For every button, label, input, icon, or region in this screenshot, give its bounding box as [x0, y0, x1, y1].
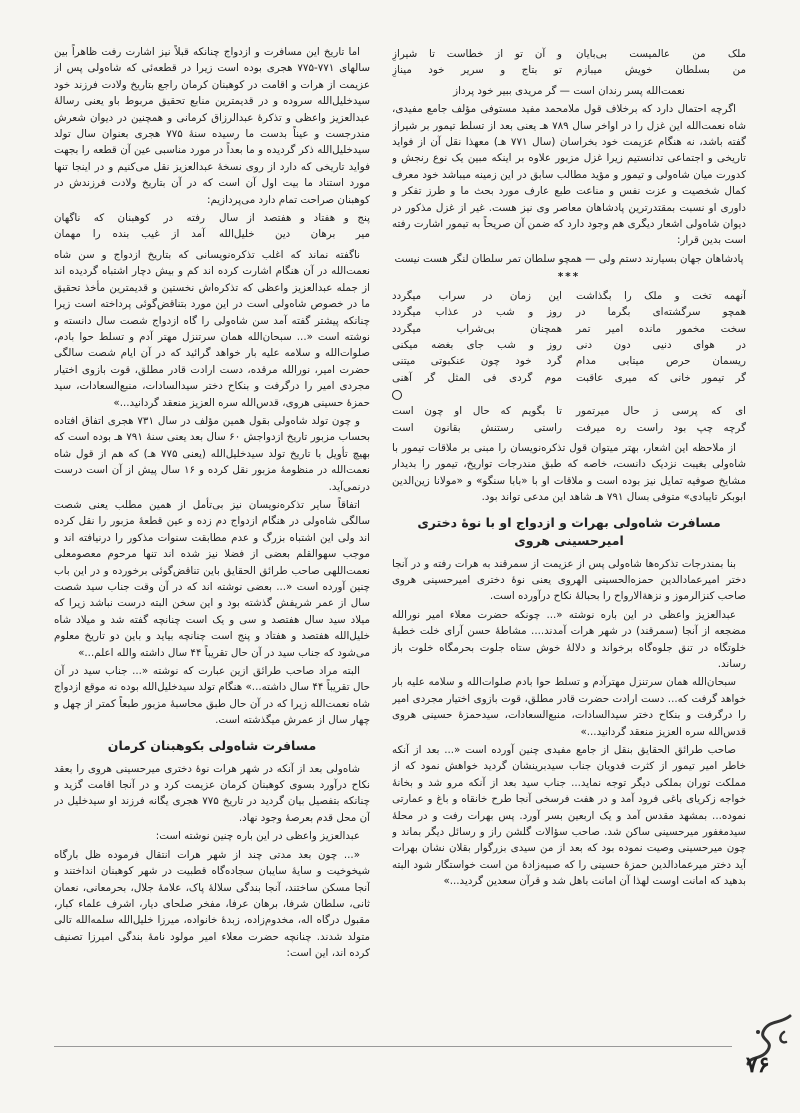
verse-line: رفته در کوهبنان که ناگهان [54, 212, 205, 225]
verse-line: تا بگویم که حال او چون است [392, 405, 562, 418]
verse-block-3 [392, 403, 746, 436]
verse-line: گرد خود چون عنکبوتی میتنی [392, 355, 562, 368]
circle-ornament-icon [392, 390, 402, 400]
verse-block-4 [54, 210, 370, 243]
verse-line: سخت مخمور مانده امیر تمر [576, 322, 746, 335]
verse-line: آمد از غیب بنده را مهمان [54, 228, 205, 241]
paragraph: عبدالعزیز واعظی در این باره نوشته «... چونکه حضرت معلاء امیر نورالله مضجعه از آنجا (سمرقند) در شهر هرات آمدند.... مشاطهٔ حسن آرای خلت خطبهٔ خلوتگاه در تنق جلوه‌گاه برخواند و دلالهٔ خوش ستاه جلوت بحرمگاه خلوت باز رساند. [392, 608, 746, 670]
paragraph: ناگفته نماند که اغلب تذکره‌نویسانی که بتاریخ ازدواج و سن شاه نعمت‌الله در آن هنگام اشارت کرده اند کم و بیش دچار اشتباه گردیده اند از جمله عبدالعزیز واعظی که تذکره‌اش نخستین و قدیمترین مأخذ تحقیق ما در خصوص شاه‌ولی است در این مورد بتناقض‌گوئی پرداخته است زیرا چنانکه پیشتر گفته آمد سن شاه‌ولی را گاه ازدواج شصت سال دانسته و نوشته است «... سبحان‌الله همان سرتنزل مهتر آدم و تسلط حوا بادم، صلوات‌الله و سلامه علیه بار خواهد گرائید که در آن ایام شصت سالگی حضرت امیر، نورالله مرقده، دست ارادت قادر مطلق، قوت بازوی اختیار مجردی امیر را درگرفت و بنکاح دختر سیدالسادات، منبع‌السعادات، سید حمزهٔ حسینی هروی، قدس‌الله سره العزیز منعقد گردانید...» [54, 248, 370, 409]
verse-line: نعمت‌الله پسر رندان است — گر مریدی ببیر خود پرداز [453, 84, 685, 97]
verse-line: موم گردی فی المثل گر آهنی [392, 371, 562, 384]
paragraph: «... چون بعد مدتی چند از شهر هرات انتقال فرموده ظل بارگاه شیخوخیت و سایهٔ سایبان سجاده‌گاه قطبیت در شهر کوهبنان انداختند و آنجا مسکن ساختند، آنجا بندگی سلالهٔ پاک، علامهٔ جلال، بحرمعانی، نعمان ثانی، سلطان شرفا، برهان عرفا، مفخر صلحای دیار، اشرف علماء کبار، مقبول درگاه اله، مخدوم‌زاده، زبدهٔ خانواده، میرزا خلیل‌الله سلمه‌الله تالی متولد شدند. چنانچه حضرت معلاء امیر مولود نامهٔ بندگی امیرزا تصنیف کرده اند، این است: [54, 848, 370, 960]
verse-line: ریسمان حرص میتابی مدام [576, 355, 746, 368]
verse-line: آنهمه تخت و ملک را بگذاشت [576, 289, 746, 302]
verse-line: همچو سرگشته‌ای بگرما در [576, 306, 746, 319]
paragraph: اتفاقاً سایر تذکره‌نویسان نیز بی‌تأمل از همین مطلب یعنی شصت سالگی شاه‌ولی در هنگام ازدواج دم زده و عین قطعهٔ مزبور را نقل کرده اند ولی این اشتباه بزرگ و عدم مطابقت سنوات مذکور را درنیافته اند و موجب سهوالقلم بعضی از فضلا نیز شده اند تنها مرحوم معصومعلی نعمت‌اللهی صاحب طرائق الحقایق باین تناقض‌گوئی برخورده و در این باب چنین آورده است «... بعضی نوشته اند که در آن وقت جناب سید شصت سال از عمر شریفش گذشته بود و این سخن البته درست نباشد زیرا که میلاد سید سال هفتصد و سی و یک است چنانچه گفته شد و میلاد شاه خلیل‌الله هفتصد و هفتاد و پنج است چنانچه بیاید و باین دو تاریخ معلوم می‌شود که جناب سید در آن حال تقریباً ۴۴ سال داشته والله اعلم...» [54, 498, 370, 659]
paragraph: و چون تولد شاه‌ولی بقول همین مؤلف در سال ۷۳۱ هجری اتفاق افتاده بحساب مزبور تاریخ ازدواجش ۶۰ سال بعد یعنی سنهٔ ۷۹۱ هـ بوده است که بهیچ تأویل با تاریخ تولد سیدخلیل‌الله (یعنی ۷۷۵ هـ) که هم از قول شاه نعمت‌الله در منظومهٔ مزبور نقل کرده و ۱۶ سال پیش از آن است درست درنمی‌آید. [54, 414, 370, 493]
verse-line: گر تیمور خانی که میری عاقبت [576, 371, 746, 384]
verse-line: ای که پرسی ز حال میرتمور [576, 405, 746, 418]
verse-line: این زمان در سراب میگردد [392, 289, 562, 302]
right-column [392, 44, 746, 1044]
section-divider: *** [557, 271, 581, 284]
footer-rule [54, 1046, 732, 1047]
verse-line: روز و شب جای بغضه میکنی [392, 338, 562, 351]
page-number: ۷۶ [746, 1052, 770, 1078]
verse-line: روز و شب در عذاب میگردد [392, 306, 562, 319]
left-column [54, 44, 370, 1044]
paragraph: بنا بمندرجات تذکره‌ها شاه‌ولی پس از عزیمت از سمرقند به هرات رفته و در آنجا دختر امیرعمادالدین حمزه‌الحسینی الهروی یعنی نوهٔ دختری امیرحسینی هروی صاحب کنزالرموز و نزهة‌الارواح را بحبالهٔ نکاح درآورده است. [392, 557, 746, 603]
verse-line: همچنان بی‌شراب میگردد [392, 322, 562, 335]
verse-line: و آن تو از خطاست تا شیرازِ [392, 48, 562, 60]
paragraph: سبحان‌الله همان سرتنزل مهترآدم و تسلط حوا بادم صلوات‌الله و سلامه علیه بار خواهد گرفت که... دست ارادت حضرت قادر مطلق، قوت بازوی اختیار مجردی امیر را درگرفت و بنکاح دختر سیدالسادات، منبع‌السعادات، سیدحمزهٔ حسینی هروی قدس‌الله سره العزیز منعقد گردانید...» [392, 676, 746, 738]
verse-line: من بسلطان خویش میبازم [576, 64, 746, 77]
verse-line: ملک من عالمیست بی‌بایان [576, 48, 746, 60]
paragraph: البته مراد صاحب طرائق ازین عبارت که نوشته «... جناب سید در آن حال تقریباً ۴۴ سال داشته...» هنگام تولد سیدخلیل‌الله بوده نه موقع ازدواج شاه نعمت‌الله زیرا که در آن حال طبق محاسبهٔ مزبور طبعاً کمتر از چهل و چهار سال از عمرش میگذشته است. [54, 665, 370, 727]
verse-line: گرچه چپ بود راست ره میرفت [576, 421, 746, 434]
paragraph: عبدالعزیز واعظی در این باره چنین نوشته است: [155, 830, 360, 843]
section-heading: مسافرت شاه‌ولی بهرات و ازدواج او با نوهٔ دختری امیرحسینی هروی [417, 514, 721, 548]
verse-line: میر برهان دین خلیل‌الله [219, 228, 370, 241]
verse-line: در هوای دنیی دون دنی [576, 338, 746, 351]
paragraph: اما تاریخ این مسافرت و ازدواج چنانکه قبلاً نیز اشارت رفت ظاهراً بین سالهای ۷۷۱-۷۷۵ هجری بوده است زیرا در قطعه‌ئی که شاه‌ولی پس از عزیمت از هرات و اقامت در کوهبنان کرمان راجع بتاریخ ولادت فرزند خود سیدخلیل‌الله سروده و در قدیمترین منابع تحقیق مربوط باو یعنی رسالهٔ عبدالعزیز واعظی و تذکرهٔ عبدالرزاق کرمانی و همچنین در دیوان شعرش مندرجست و عیناً بدست ما رسیده سنهٔ ۷۷۵ هجری بعنوان سال تولد سیدخلیل‌الله ذکر گردیده و ما بعداً در مورد مناسبی عین آن قطعه را بجهت فواید تاریخی که دارد از روی نسخهٔ عبدالعزیز نقل می‌کنیم و در اینجا تنها مورد استناد ما بیت اول آن است که در آن بتاریخ ولادت فرزندش در کوهبنان صراحت تمام دارد می‌پردازیم: [54, 46, 370, 206]
verse-block-2 [392, 288, 746, 386]
paragraph: اگرچه احتمال دارد که برخلاف قول ملامحمد مفید مستوفی مؤلف جامع مفیدی، شاه نعمت‌الله این غزل را در اواخر سال ۷۸۹ هـ یعنی بعد از تسلط تیمور بر شیراز گفته باشد، نه هنگام عزیمت خود بخراسان (سال ۷۷۱ هـ) معهذا نقل آن از فواید تاریخی و اجتماعی تدانستیم زیرا غزل مزبور علاوه بر اینکه مبین یک نوع رنجش و کدورت میان شاه‌ولی و تیمور و مؤید مطالب سابق در این زمینه میباشد خود معرف کمال شخصیت و عزت نفس و مناعت طبع عارف مورد بحث ما و طرز تفکر و داوری او نسبت بمقتدرترین پادشاهان معاصر وی نیز هست. غیر از غزل مذکور در دیوان شاه‌ولی اشعار دیگری هم وجود دارد که ضمن آن صریحاً به تیمور اشارت رفته است بدین قرار: [392, 103, 746, 247]
paragraph: از ملاحظه این اشعار، بهتر میتوان قول تذکره‌نویسان را مبنی بر ملاقات تیمور با شاه‌ولی بغیبت نزدیک دانست، خاصه که طبق مندرجات تواریخ، تیمور را بدیدار مشایخ صوفیه تمایل نیز بوده است و ملاقات او با «بابا سنگو» و «مولانا زین‌الدین ابوبکر تایبادی» متوفی بسال ۷۹۱ هـ شاهد این مدعی تواند بود. [392, 441, 746, 504]
paragraph: صاحب طرائق الحقایق بنقل از جامع مفیدی چنین آورده است «... بعد از آنکه خاطر امیر تیمور از کثرت فدویان جناب سیدبرینشان گردید خواهش نمود که از مملکت توران بملکی دیگر توجه نماید... جناب سید بعد از آنکه مرو شد و بخانهٔ خواجه زکریای باغی فرود آمد و در هفت فرسخی آنجا طرح خانقاه و باغ و عمارتی نموده... بمشهد مقدس آمد و یک اربعین بسر آورد. پس بهرات رفت و در محلهٔ سیدمغفور میرحسینی ساکن شد. صاحب سؤالات گلشن راز و رسائل دیگر بماند و چون میرحسینی وصیت نموده بود که بعد از من سیدی بزرگوار بقلان نشان بهرات آید دختر میرعمادالدین حمزهٔ حسینی را که صبیه‌زادهٔ من است خواستگار شود البته بدهید که امانت اوست لهذا آن امانت باهل شد و قرآن سعدین گردید...» [392, 744, 746, 888]
verse-line: پنج و هفتاد و هفتصد از سال [219, 212, 370, 225]
verse-line: پادشاهان جهان بسیارند دستم ولی — همچو سلطان تمر سلطان لنگر هست نیست [394, 252, 744, 265]
paragraph: شاه‌ولی بعد از آنکه در شهر هرات نوهٔ دختری میرحسینی هروی را بعقد نکاح درآورد بسوی کوهبنان کرمان عزیمت کرد و در آنجا اقامت گزید و چنانکه بتفصیل بیان گردید در تاریخ ۷۷۵ هجری یگانه فرزند او سیدخلیل در آن محل قدم بعرصهٔ وجود نهاد. [54, 762, 370, 824]
verse-line: تو بتاج و سریر خود مینازِ [392, 64, 562, 77]
section-heading: مسافرت شاه‌ولی بکوهبنان کرمان [107, 737, 317, 753]
verse-block-1 [392, 46, 746, 79]
verse-line: راستی رستنش بقانون است [392, 421, 562, 434]
